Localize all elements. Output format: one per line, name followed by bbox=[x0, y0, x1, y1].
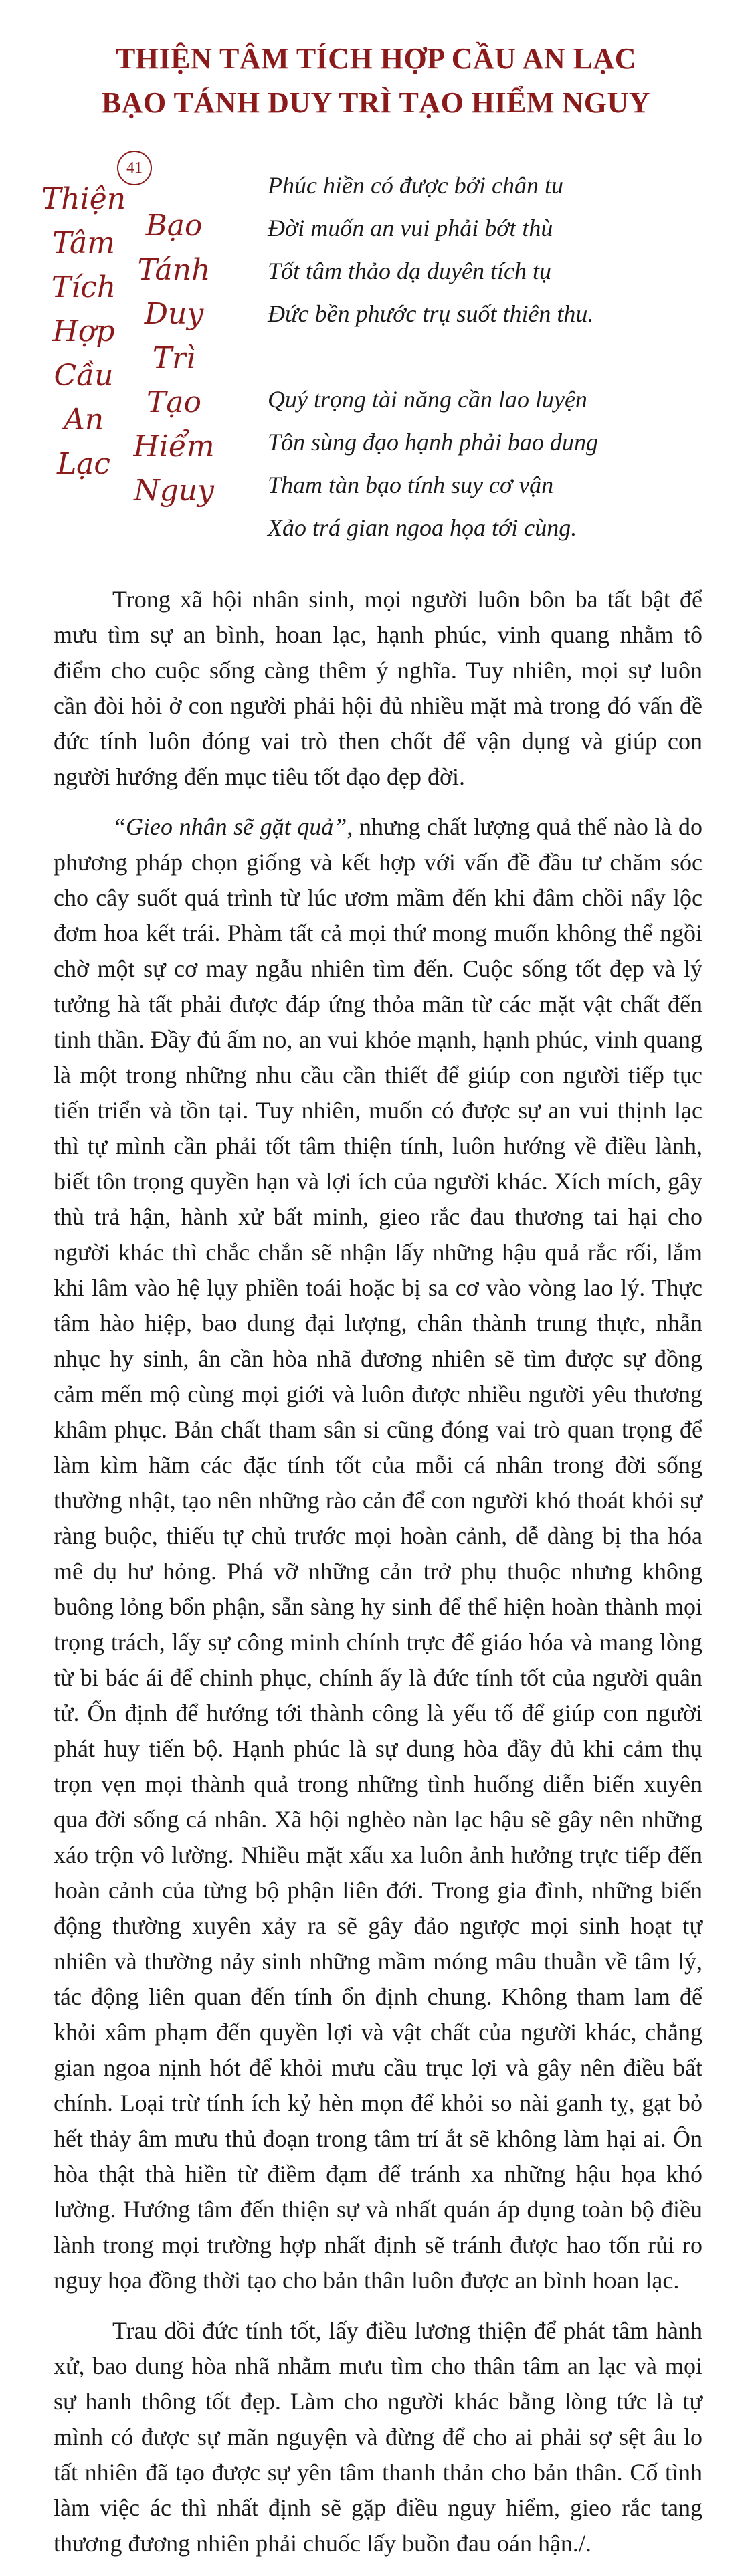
calligraphy-word: Nguy bbox=[134, 474, 214, 508]
calligraphy-word: Trì bbox=[152, 341, 196, 375]
page-title bbox=[0, 37, 752, 125]
calligraphy-block bbox=[41, 151, 215, 565]
calligraphy-word: Bạo bbox=[145, 209, 203, 243]
calligraphy-word: Hiểm bbox=[133, 429, 215, 464]
calligraphy-word: Lạc bbox=[56, 447, 111, 481]
calligraphy-word: Thiện bbox=[41, 182, 126, 216]
poem-line: Xảo trá gian ngoa họa tới cùng. bbox=[268, 514, 577, 541]
title-line-1: THIỆN TÂM TÍCH HỢP CẦU AN LẠC bbox=[115, 42, 637, 75]
poem-line: Phúc hiền có được bởi chân tu bbox=[268, 172, 563, 199]
poem-line: Đời muốn an vui phải bớt thù bbox=[268, 215, 553, 241]
paragraph-1: Trong xã hội nhân sinh, mọi người luôn bôn ba tất bật để mưu tìm sự an bình, hoan lạc, hạnh phúc, vinh quang nhằm tô điểm cho cuộc sống càng thêm ý nghĩa. Tuy nhiên, mọi sự luôn cần đòi hỏi ở con người phải hội đủ nhiều mặt mà trong đó vấn đề đức tính luôn đóng vai trò then chốt để vận dụng và giúp con người hướng đến mục tiêu tốt đạo đẹp đời. bbox=[54, 586, 702, 790]
calligraphy-word: Tích bbox=[51, 270, 116, 304]
calligraphy-word: Tánh bbox=[137, 253, 211, 287]
body-text bbox=[54, 582, 702, 2576]
paragraph-2 bbox=[54, 809, 702, 2298]
poem-line: Tốt tâm thảo dạ duyên tích tụ bbox=[268, 258, 551, 284]
poem-line: Đức bền phước trụ suốt thiên thu. bbox=[268, 300, 594, 327]
poem-line: Tham tàn bạo tính suy cơ vận bbox=[268, 472, 554, 498]
calligraphy-word: Tạo bbox=[146, 385, 202, 419]
calligraphy-word: An bbox=[63, 403, 104, 437]
poem-number-badge: 41 bbox=[117, 151, 152, 185]
calligraphy-word: Cầu bbox=[54, 359, 114, 393]
paragraph-3: Trau dồi đức tính tốt, lấy điều lương thiện để phát tâm hành xử, bao dung hòa nhã nhằm mưu tìm cho thân tâm an lạc và mọi sự hanh thông tốt đẹp. Làm cho người khác bằng lòng tức là tự mình có được sự mãn nguyện và đừng để cho ai phải sợ sệt âu lo tất nhiên đã tạo được sự yên tâm thanh thản cho bản thân. Cố tình làm việc ác thì nhất định sẽ gặp điều nguy hiểm, gieo rắc tang thương đương nhiên phải chuốc lấy buồn đau oán hận./. bbox=[54, 2317, 702, 2557]
proverb-quote: “Gieo nhân sẽ gặt quả” bbox=[112, 813, 347, 840]
poem bbox=[268, 164, 736, 592]
poem-line: Quý trọng tài năng cần lao luyện bbox=[268, 386, 587, 413]
poem-stanza-1 bbox=[268, 164, 736, 335]
poem-line: Tôn sùng đạo hạnh phải bao dung bbox=[268, 429, 599, 456]
calligraphy-word: Hợp bbox=[52, 314, 115, 349]
title-line-2: BẠO TÁNH DUY TRÌ TẠO HIỂM NGUY bbox=[101, 86, 651, 119]
calligraphy-word: Duy bbox=[144, 297, 204, 331]
paragraph-2-text: , nhưng chất lượng quả thế nào là do phương pháp chọn giống và kết hợp với vấn đề đầu tư chăm sóc cho cây suốt quá trình từ lúc ươm mầm đến khi đâm chồi nẩy lộc đơm hoa kết trái. Phàm tất cả mọi thứ mong muốn không thể ngồi chờ một sự cơ may ngẫu nhiên tìm đến. Cuộc sống tốt đẹp và lý tưởng hà tất phải được đáp ứng thỏa mãn từ các mặt vật chất đến tinh thần. Đầy đủ ấm no, an vui khỏe mạnh, hạnh phúc, vinh quang là một trong những nhu cầu cần thiết để giúp con người tiếp tục tiến triển và tồn tại. Tuy nhiên, muốn có được sự an vui thịnh lạc thì tự mình cần phải tốt tâm thiện tính, luôn hướng về điều lành, biết tôn trọng quyền hạn và lợi ích của người khác. Xích mích, gây thù trả hận, hành xử bất minh, gieo rắc đau thương tai hại cho người khác thì chắc chắn sẽ nhận lấy những hậu quả rắc rối, lắm khi lâm vào hệ lụy phiền toái hoặc bị sa cơ vào vòng lao lý. Thực tâm hào hiệp, bao dung đại lượng, chân thành trung thực, nhẫn nhục hy sinh, ân cần hòa nhã đương nhiên sẽ tìm được sự đồng cảm mến mộ cùng mọi giới và luôn được nhiều người yêu thương khâm phục. Bản chất tham sân si cũng đóng vai trò quan trọng để làm kìm hãm các đặc tính tốt của mỗi cá nhân trong đời sống thường nhật, tạo nên những rào cản để con người khó thoát khỏi sự ràng buộc, thiếu tự chủ trước mọi hoàn cảnh, dễ dàng bị tha hóa mê dụ hư hỏng. Phá vỡ những cản trở phụ thuộc nhưng không buông lỏng bổn phận, sẵn sàng hy sinh để thể hiện hoàn thành mọi trọng trách, lấy sự công minh chính trực để giáo hóa và mang lòng từ bi bác ái để chinh phục, chính ấy là đức tính tốt của người quân tử. Ổn định để hướng tới thành công là yếu tố để giúp con người phát huy tiến bộ. Hạnh phúc là sự dung hòa đầy đủ khi cảm thụ trọn vẹn mọi thành quả trong những tình huống diễn biến xuyên qua đời sống cá nhân. Xã hội nghèo nàn lạc hậu sẽ gây nên những xáo trộn vô lường. Nhiều mặt xấu xa luôn ảnh hưởng trực tiếp đến hoàn cảnh của từng bộ phận liên đới. Trong gia đình, những biến động thường xuyên xảy ra sẽ gây đảo ngược mọi sinh hoạt tự nhiên và thường nảy sinh những mầm móng mâu thuẫn về tâm lý, tác động liên quan đến tính ổn định chung. Không tham lam để khỏi xâm phạm đến quyền lợi và vật chất của người khác, chẳng gian ngoa nịnh hót để khỏi mưu cầu trục lợi và gây nên điều bất chính. Loại trừ tính ích kỷ hèn mọn để khỏi so nài ganh tỵ, gạt bỏ hết thảy âm mưu thủ đoạn trong tâm trí ắt sẽ không làm hại ai. Ôn hòa thật thà hiền từ điềm đạm để tránh xa những hậu họa khó lường. Hướng tâm đến thiện sự và nhất quán áp dụng toàn bộ điều lành trong mọi trường hợp nhất định sẽ tránh được hao tốn rủi ro nguy họa đồng thời tạo cho bản thân luôn được an bình hoan lạc. bbox=[54, 813, 702, 2294]
calligraphy-right-column bbox=[133, 204, 215, 513]
calligraphy-left-column bbox=[41, 177, 126, 486]
poem-stanza-2 bbox=[268, 378, 736, 549]
calligraphy-word: Tâm bbox=[52, 226, 115, 260]
